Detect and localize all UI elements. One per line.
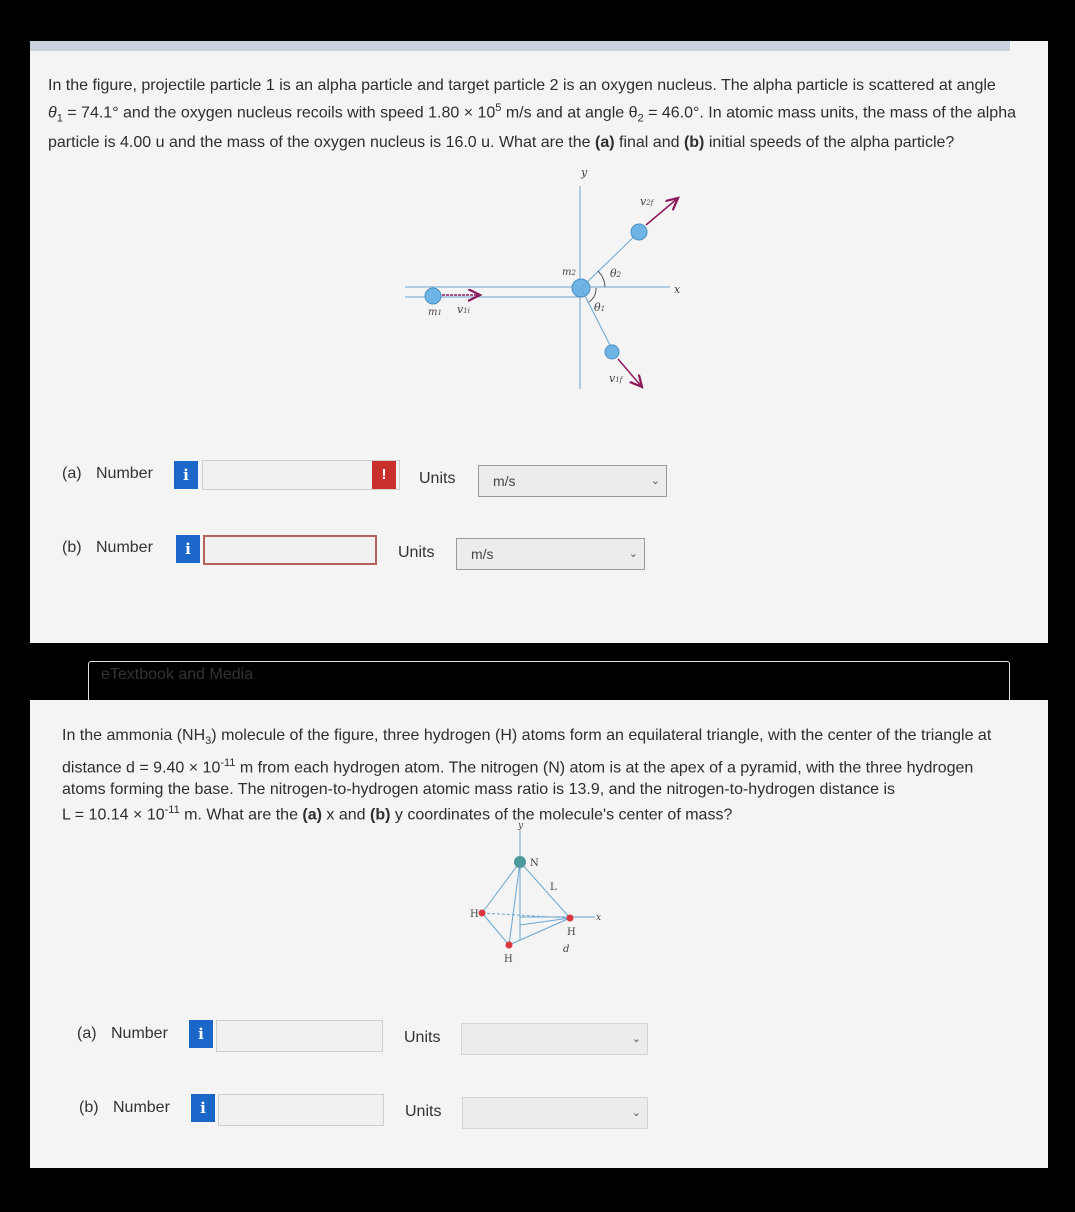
info-icon[interactable]: i xyxy=(174,461,198,489)
x-axis-label: x xyxy=(596,913,602,923)
y-axis-label: y xyxy=(518,821,524,831)
v2f-label: v2f xyxy=(640,195,654,208)
info-icon[interactable]: i xyxy=(176,535,200,563)
h-label: H xyxy=(470,909,479,920)
answer-b-units-label: Units xyxy=(405,1103,442,1120)
answer-b-label: (b) xyxy=(62,539,82,556)
nitrogen-atom xyxy=(514,856,526,868)
hydrogen-atom xyxy=(479,910,486,917)
question-2-text: In the ammonia $(NH_3)$ molecule of the figure, three hydrogen (H) atoms form an equilateral triangle, with the center of the triangle at distance $d = 9.40 \times 10^{-11}$ m from each hydrogen atom. The nitrogen (N) atom is at the apex of a pyramid, with the three hydrogen atoms forming the base. The nitrogen-to-hydrogen atomic mass ratio is 13.9, and the nitrogen-to-hydrogen distance is $L = 10.14 \times 10^{-11}$ m. What are the (a) x and (b) y coordinates of the molecule's center of mass? xyxy=(62,727,992,824)
theta2-label: θ2 xyxy=(610,267,622,280)
base-triangle xyxy=(482,913,570,945)
etextbook-and-media-toggle[interactable]: eTextbook and Media xyxy=(88,661,1010,701)
h-label: H xyxy=(567,927,576,938)
v1f-label: v1f xyxy=(609,372,623,385)
bond-n-h3 xyxy=(520,862,570,918)
answer-b-units-label: Units xyxy=(398,544,435,561)
answer-b-label: (b) xyxy=(79,1099,99,1116)
h-label: H xyxy=(504,954,513,965)
answer-b-number-label: Number xyxy=(96,539,153,556)
theta2-arc xyxy=(598,271,605,287)
scatter-path xyxy=(581,288,613,351)
panel-top-bar xyxy=(30,41,1010,51)
answer-a-units-label: Units xyxy=(404,1029,441,1046)
n-label: N xyxy=(530,858,539,869)
answer-a-label: (a) xyxy=(62,465,82,482)
info-icon[interactable]: i xyxy=(189,1020,213,1048)
question-2-panel xyxy=(30,700,1048,1168)
hydrogen-atom xyxy=(567,915,574,922)
info-icon[interactable]: i xyxy=(191,1094,215,1122)
l-label: L xyxy=(550,882,557,893)
answer-a-number-label: Number xyxy=(96,465,153,482)
hydrogen-atom xyxy=(506,942,513,949)
answer-a-units-value: m/s xyxy=(493,473,516,489)
answer-a-units-select[interactable] xyxy=(461,1023,648,1055)
answer-a-input[interactable] xyxy=(202,460,400,490)
answer-b-input[interactable] xyxy=(203,535,377,565)
theta1-label: θ1 xyxy=(594,301,606,314)
answer-b-units-value: m/s xyxy=(471,546,494,562)
chevron-down-icon: ⌄ xyxy=(631,1033,641,1045)
x-axis-label: x xyxy=(674,283,681,296)
answer-b-units-select[interactable] xyxy=(462,1097,648,1129)
answer-a-units-select[interactable] xyxy=(478,465,667,497)
y-axis-label: y xyxy=(581,166,588,179)
chevron-down-icon: ⌄ xyxy=(628,548,638,560)
answer-a-input[interactable] xyxy=(216,1020,383,1052)
answer-b-number-label: Number xyxy=(113,1099,170,1116)
chevron-down-icon: ⌄ xyxy=(631,1107,641,1119)
collision-figure xyxy=(380,161,700,401)
particle-1 xyxy=(425,288,441,304)
ammonia-figure xyxy=(450,820,650,970)
d-label: d xyxy=(563,944,570,955)
v1i-label: v1i xyxy=(457,303,470,316)
m1-label: m1 xyxy=(428,307,442,318)
warning-icon: ! xyxy=(372,461,396,489)
answer-a-units-label: Units xyxy=(419,470,456,487)
answer-b-units-select[interactable] xyxy=(456,538,645,570)
answer-a-number-label: Number xyxy=(111,1025,168,1042)
question-1-text: In the figure, projectile particle 1 is an alpha particle and target particle 2 is an oxygen nucleus. The alpha particle is scattered at angle $\theta_1 = 74.1^\circ$ and the oxygen nucleus recoils with speed $1.80 \times 10^5$ m/s and at angle $\theta_2 = 46.0^\circ$. In atomic mass units, the mass of the alpha particle is 4.00 u and the mass of the oxygen nucleus is 16.0 u. What are the (a) final and (b) initial speeds of the alpha particle? xyxy=(48,77,1016,151)
particle-2-final xyxy=(631,224,647,240)
m2-label: m2 xyxy=(562,267,576,278)
particle-1-final xyxy=(605,345,619,359)
answer-b-input[interactable] xyxy=(218,1094,384,1126)
question-1-panel xyxy=(30,41,1048,683)
answer-a-label: (a) xyxy=(77,1025,97,1042)
chevron-down-icon: ⌄ xyxy=(650,475,660,487)
